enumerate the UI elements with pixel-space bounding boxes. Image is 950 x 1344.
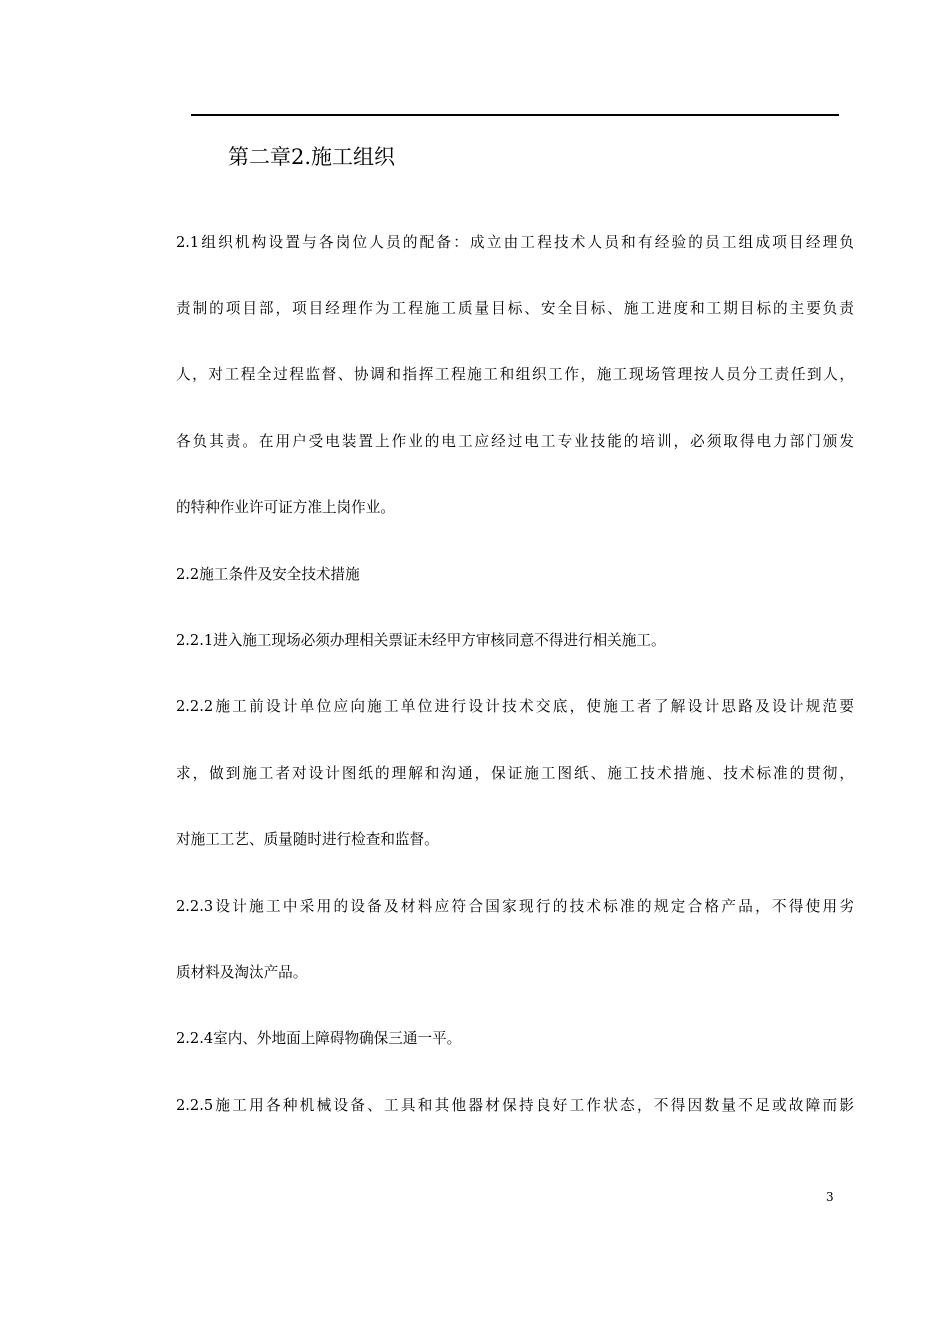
chapter-title: 第二章2.施工组织 xyxy=(228,145,396,169)
paragraph-line: 的特种作业许可证方准上岗作业。 xyxy=(176,499,395,516)
paragraph-line: 质材料及淘汰产品。 xyxy=(176,964,308,981)
paragraph-line: 求，做到施工者对设计图纸的理解和沟通，保证施工图纸、施工技术措施、技术标准的贯彻， xyxy=(176,765,854,782)
paragraph-line: 2.2.3设计施工中采用的设备及材料应符合国家现行的技术标准的规定合格产品，不得使用劣 xyxy=(176,898,854,915)
paragraph-line: 2.2.1进入施工现场必须办理相关票证未经甲方审核同意不得进行相关施工。 xyxy=(176,632,666,649)
section-heading: 2.2施工条件及安全技术措施 xyxy=(176,566,360,583)
paragraph-line: 2.2.2施工前设计单位应向施工单位进行设计技术交底，使施工者了解设计思路及设计规范要 xyxy=(176,698,854,715)
paragraph-line: 2.2.5施工用各种机械设备、工具和其他器材保持良好工作状态，不得因数量不足或故障而影 xyxy=(176,1097,854,1114)
paragraph-line: 2.2.4室内、外地面上障碍物确保三通一平。 xyxy=(176,1030,462,1047)
paragraph-line: 责制的项目部，项目经理作为工程施工质量目标、安全目标、施工进度和工期目标的主要负责 xyxy=(176,300,854,317)
paragraph-line: 2.1组织机构设置与各岗位人员的配备：成立由工程技术人员和有经验的员工组成项目经理负 xyxy=(176,234,854,251)
header-rule xyxy=(191,114,839,116)
paragraph-line: 对施工工艺、质量随时进行检查和监督。 xyxy=(176,831,439,848)
paragraph-line: 人，对工程全过程监督、协调和指挥工程施工和组织工作，施工现场管理按人员分工责任到人， xyxy=(176,366,854,383)
page-number: 3 xyxy=(826,1190,834,1204)
paragraph-line: 各负其责。在用户受电装置上作业的电工应经过电工专业技能的培训，必须取得电力部门颁发 xyxy=(176,433,854,450)
